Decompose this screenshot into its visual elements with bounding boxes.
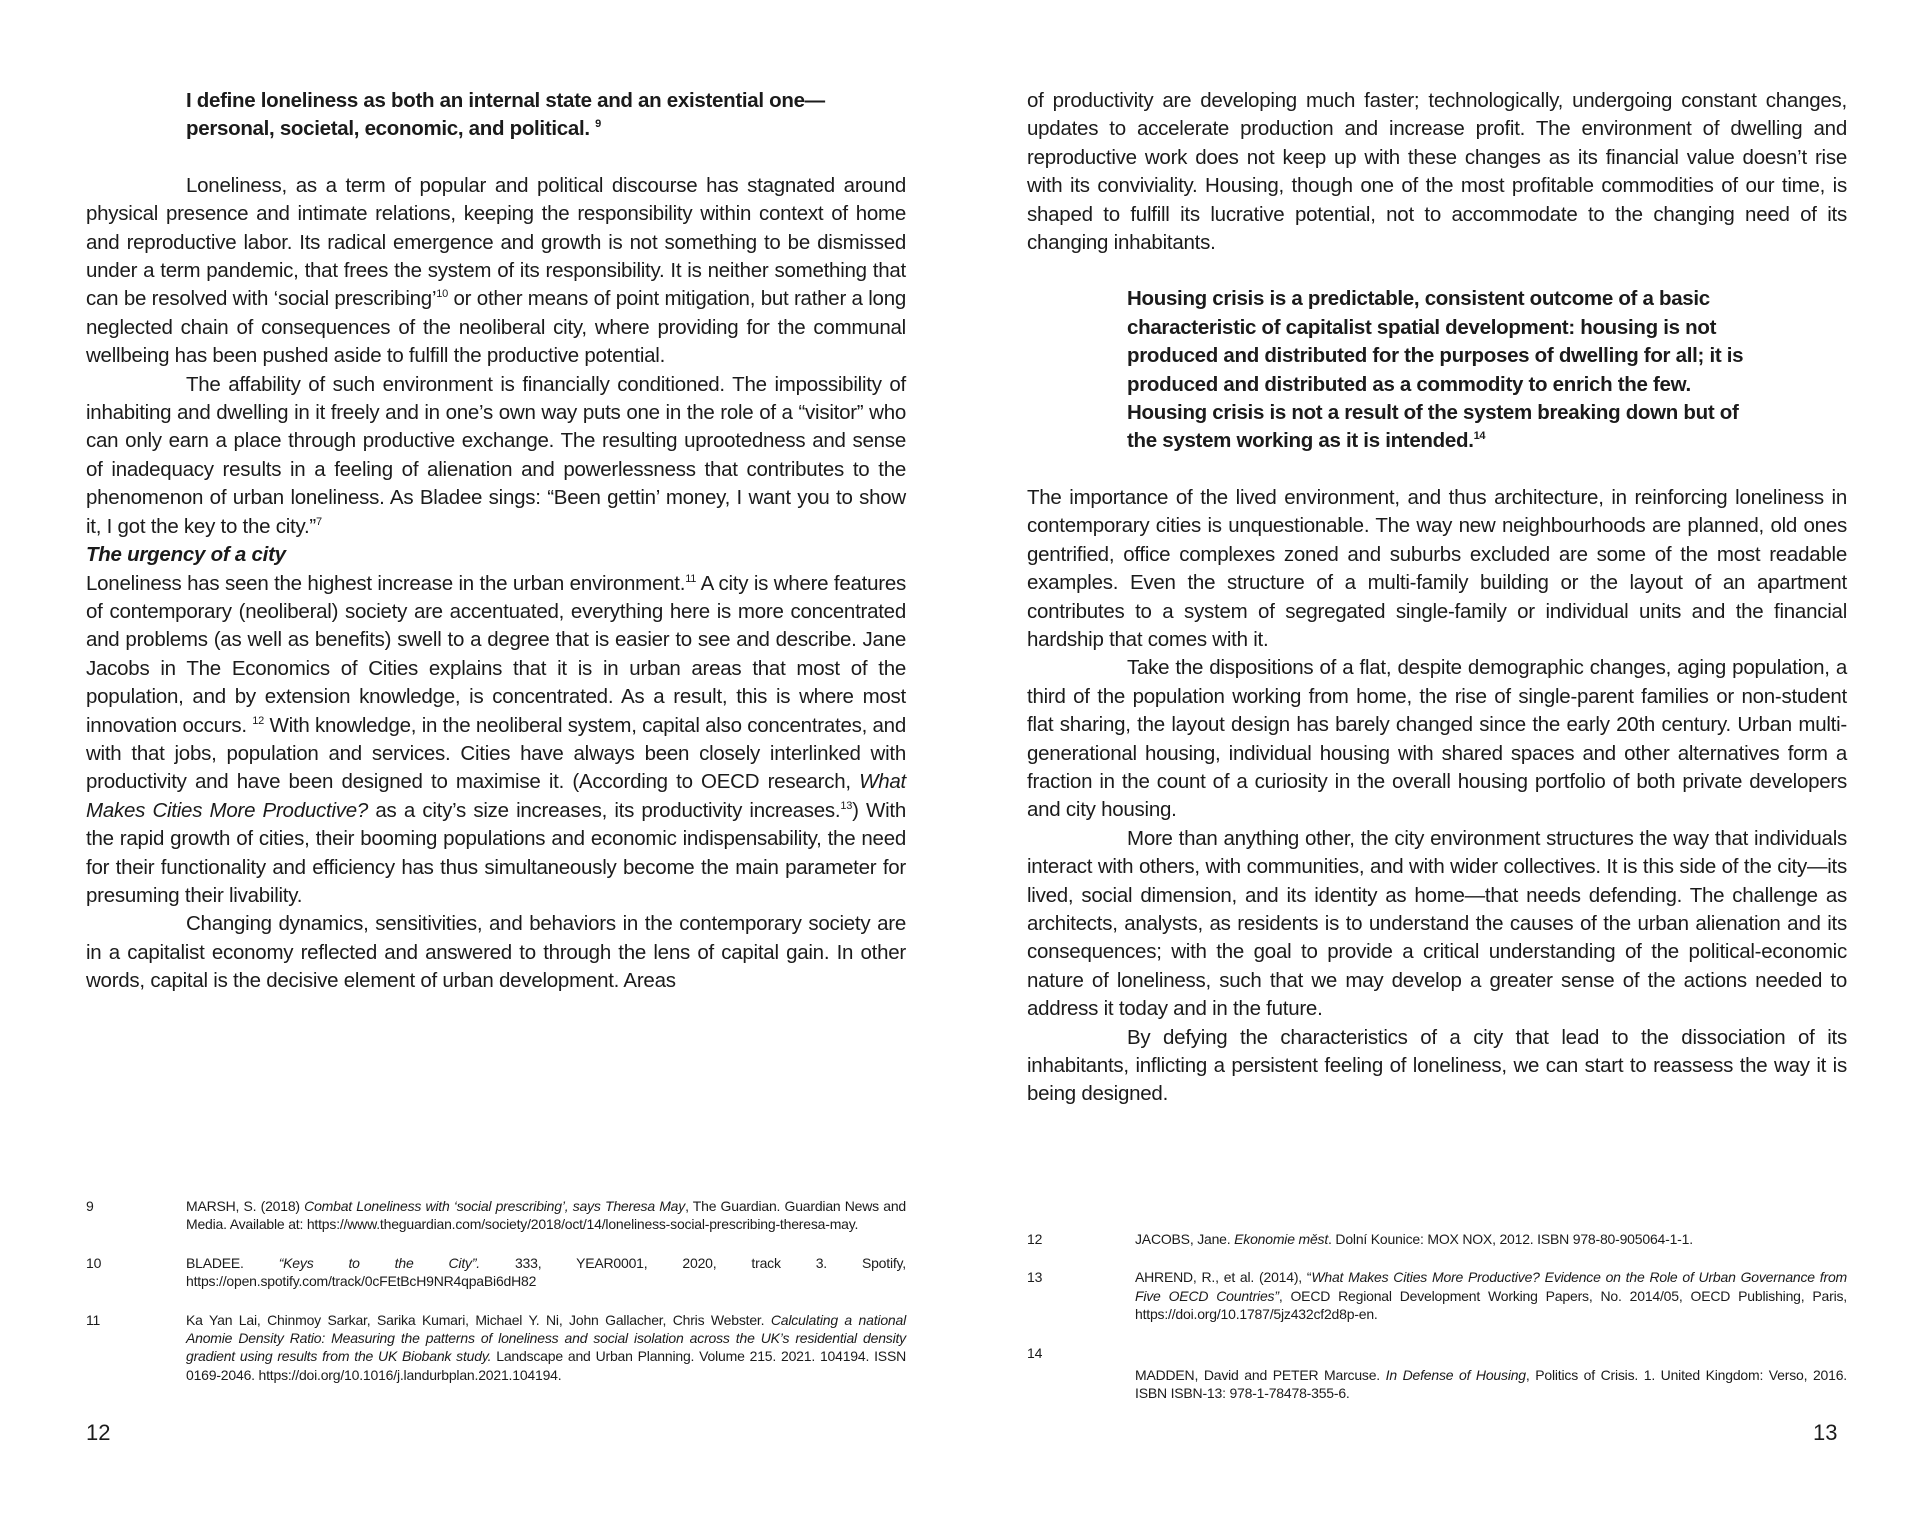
footnote-italic: Calculating a national Anomie Density Ratio: Measuring the patterns of loneliness and social isolation across the UK’s residential density gradient using results from the UK Biobank study. (186, 1311, 906, 1365)
footnote (86, 1254, 906, 1291)
footnote-text-part: MADDEN, David and PETER Marcuse. (1135, 1366, 1386, 1383)
paragraph: By defying the characteristics of a city that lead to the dissociation of its inhabitants, inflicting a persistent feeling of loneliness, we can start to reassess the way it is being designed. (1027, 1025, 1847, 1106)
footnote-text (1135, 1268, 1847, 1323)
right-page (960, 0, 1920, 1530)
footnote-number: 11 (86, 1311, 101, 1328)
footnote-ref: 14 (1473, 430, 1486, 443)
footnote-number: 12 (1027, 1231, 1043, 1247)
paragraph (86, 570, 906, 911)
pull-quote (186, 87, 826, 144)
footnote-number: 10 (86, 1254, 102, 1271)
footnote-italic: Combat Loneliness with ‘social prescribing’, says Theresa May (304, 1198, 686, 1214)
footnote (1027, 1344, 1847, 1403)
footnote-text-part: , Politics of Crisis. 1. United Kingdom: Verso, 2016. ISBN ISBN-13: 978-1-78478-355-6. (1135, 1366, 1847, 1402)
paragraph: Changing dynamics, sensitivities, and behaviors in the contemporary society are in a capitalist economy reflected and answered to through the lens of capital gain. In other words, capital is the decisive element of urban development. Areas (86, 912, 906, 993)
footnote (1027, 1230, 1847, 1248)
paragraph: More than anything other, the city environment structures the way that individuals interact with others, with communities, and with wider collectives. It is this side of the city—its lived, social dimension, and its identity as home—that needs defending. The challenge as architects, analysts, as residents is to understand the causes of the urban alienation and its consequences; with the goal to provide a critical understanding of the political-economic nature of loneliness, such that we may develop a greater sense of the actions needed to address it today and in the future. (1027, 826, 1847, 1021)
pull-quote (1127, 285, 1767, 455)
footnote-text (1135, 1344, 1847, 1403)
footnote-ref: 13 (840, 799, 853, 812)
footnote-number: 13 (1027, 1269, 1043, 1286)
footnote (86, 1197, 906, 1234)
footnote-text-part: , The Guardian. Guardian News and Media. Available at: https://www.theguardian.com/society/2018/oct/14/loneliness-social-prescribing-theresa-may. (186, 1198, 906, 1233)
page-number: 13 (1813, 1420, 1838, 1445)
footnote-text-part: AHREND, R., et al. (2014), “ (1135, 1269, 1312, 1286)
footnote-italic: “Keys to the City”. (278, 1254, 480, 1271)
footnote-ref: 12 (252, 714, 265, 727)
paragraph (86, 371, 906, 541)
right-footnotes (1027, 1230, 1847, 1422)
footnote-italic: In Defense of Housing (1385, 1366, 1526, 1383)
paragraph-text: The affability of such environment is financially conditioned. The impossibility of inhabiting and dwelling in it freely and in one’s own way puts one in the role of a “visitor” who can only earn a place through productive exchange. The resulting uprootedness and sense of inadequacy results in a feeling of alienation and powerlessness that contributes to the phenomenon of urban loneliness. As Bladee sings: “Been gettin’ money, I want you to show it, I got the key to the city.” (86, 372, 906, 538)
paragraph-text: A city is where features of contemporary (neoliberal) society are accentuated, everything here is more concentrated and problems (as well as benefits) swell to a degree that is easier to see and describe. Jane Jacobs in The Economics of Cities explains that it is in urban areas that most of the population, and by extension knowledge, is concentrated. As a result, this is where most innovation occurs. (86, 571, 906, 737)
footnote-text-part: 333, YEAR0001, 2020, track 3. Spotify, https://open.spotify.com/track/0cFEtBcH9NR4qpaBi6dH82 (186, 1254, 906, 1290)
footnote-text-part: , OECD Regional Development Working Papers, No. 2014/05, OECD Publishing, Paris, https://doi.org/10.1787/5jz432cf2d8p-en. (1135, 1287, 1847, 1323)
paragraph-text: as a city’s size increases, its productivity increases. (368, 798, 841, 822)
footnote-ref: 11 (685, 572, 697, 585)
right-body (1027, 87, 1847, 1109)
footnote-text (186, 1197, 906, 1234)
footnote-number: 14 (1027, 1344, 1043, 1361)
footnote-text-part: MARSH, S. (2018) (186, 1198, 305, 1214)
footnote-text-part: . Dolní Kounice: MOX NOX, 2012. ISBN 978-80-905064-1-1. (1328, 1231, 1693, 1247)
footnote-italic: Ekonomie měst (1234, 1231, 1329, 1247)
footnote (86, 1311, 906, 1385)
footnote-italic: What Makes Cities More Productive? Evidence on the Role of Urban Governance from Five OECD Countries” (1135, 1269, 1847, 1304)
paragraph-text: or other means of point mitigation, but rather a long neglected chain of consequences of the neoliberal city, where providing for the communal wellbeing has been pushed aside to fulfill the productive potential. (86, 287, 906, 368)
footnote-text (1135, 1230, 1847, 1248)
footnote-number: 9 (86, 1198, 94, 1214)
footnote-text (186, 1311, 906, 1385)
pull-quote-text: I define loneliness as both an internal state and an existential one—personal, societal, economic, and political. (186, 89, 825, 141)
pull-quote-text: Housing crisis is a predictable, consistent outcome of a basic characteristic of capitalist spatial development: housing is not produced and distributed for the purposes of dwelling for all; it is produced and distributed as a commodity to enrich the few. Housing crisis is not a result of the system breaking down but of the system working as it is intended. (1127, 287, 1744, 453)
left-body (86, 87, 906, 996)
paragraph (86, 172, 906, 371)
footnote-text (186, 1254, 906, 1291)
paragraph: The importance of the lived environment, and thus architecture, in reinforcing loneliness in contemporary cities is unquestionable. The way new neighbourhoods are planned, old ones gentrified, office complexes zoned and suburbs excluded are some of the most readable examples. Even the structure of a multi-family building or the layout of an apartment contributes to a system of segregated single-family or individual units and the financial hardship that comes with it. (1027, 485, 1847, 651)
paragraph-text: Loneliness has seen the highest increase in the urban environment. (86, 571, 686, 595)
paragraph: of productivity are developing much faster; technologically, undergoing constant changes, updates to accelerate production and increase profit. The environment of dwelling and reproductive work does not keep up with these changes as its financial value doesn’t rise with its conviviality. Housing, though one of the most profitable commodities of our time, is shaped to fulfill its lucrative potential, not to accommodate to the changing need of its changing inhabitants. (1027, 89, 1847, 255)
page-number: 12 (86, 1420, 111, 1445)
left-footnotes (86, 1197, 906, 1404)
paragraph: Take the dispositions of a flat, despite demographic changes, aging population, a third of the population working from home, the rise of single-parent families or non-student flat sharing, the layout design has barely changed since the early 20th century. Urban multi-generational housing, individual housing with shared spaces and other alternatives form a fraction in the count of a curiosity in the overall housing portfolio of both private developers and city housing. (1027, 656, 1847, 822)
footnote-text-part: BLADEE. (186, 1254, 279, 1271)
footnote-text-part: Landscape and Urban Planning. Volume 215. 2021. 104194. ISSN 0169-2046. https://doi.org/10.1016/j.landurbplan.2021.104194. (186, 1348, 906, 1383)
footnote-ref: 9 (595, 118, 601, 131)
section-heading: The urgency of a city (86, 543, 286, 567)
italic-title: What Makes Cities More Productive? (86, 770, 906, 822)
paragraph-text: ) With the rapid growth of cities, their booming populations and economic indispensability, the need for their functionality and efficiency has thus simultaneously become the main parameter for presuming their livability. (86, 798, 906, 907)
paragraph-text: With knowledge, in the neoliberal system, capital also concentrates, and with that jobs, population and services. Cities have always been closely interlinked with productivity and have been designed to maximise it. (According to OECD research, (86, 713, 906, 794)
footnote-ref: 10 (436, 288, 448, 301)
footnote-text-part: JACOBS, Jane. (1135, 1231, 1235, 1247)
footnote-text-part: Ka Yan Lai, Chinmoy Sarkar, Sarika Kumari, Michael Y. Ni, John Gallacher, Chris Webster. (186, 1311, 771, 1328)
paragraph-text: Loneliness, as a term of popular and political discourse has stagnated around physical presence and intimate relations, keeping the responsibility within context of home and reproductive labor. Its radical emergence and growth is not something to be dismissed under a term pandemic, that frees the system of its responsibility. It is neither something that can be resolved with ‘social prescribing’ (86, 173, 906, 311)
footnote (1027, 1268, 1847, 1323)
footnote-ref: 7 (316, 515, 322, 528)
